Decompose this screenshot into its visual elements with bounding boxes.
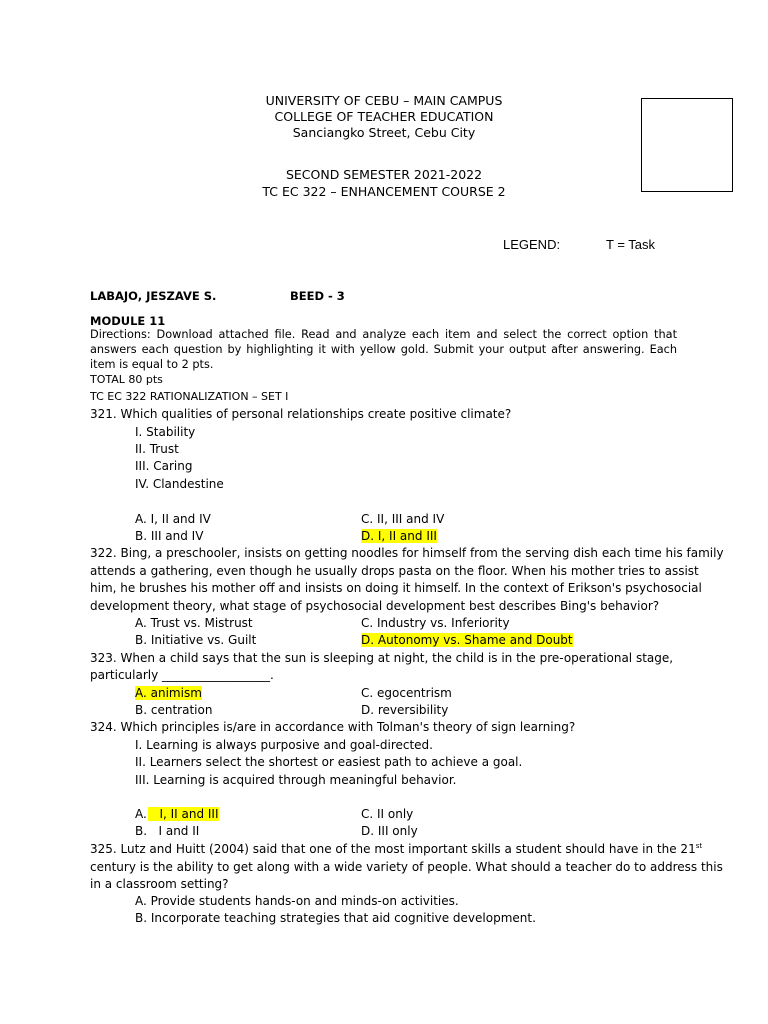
- q321-item: IV. Clandestine: [135, 477, 224, 491]
- course-title: TC EC 322 – ENHANCEMENT COURSE 2: [262, 184, 506, 199]
- q324-option-d: D. III only: [361, 824, 418, 838]
- superscript: st: [695, 842, 703, 850]
- question-322-stem: 322. Bing, a preschooler, insists on getting noodles for himself from the serving dish each time his family: [90, 546, 724, 560]
- photo-box: [641, 98, 733, 192]
- legend-label: LEGEND:: [503, 237, 561, 252]
- q322-option-b: B. Initiative vs. Guilt: [135, 633, 257, 647]
- legend-value: T = Task: [606, 237, 656, 252]
- total-points: TOTAL 80 pts: [90, 373, 163, 386]
- q324-option-c: C. II only: [361, 807, 414, 821]
- university-name: UNIVERSITY OF CEBU – MAIN CAMPUS: [265, 93, 503, 108]
- question-323-stem: particularly __________________.: [90, 668, 274, 682]
- question-323-stem: 323. When a child says that the sun is sleeping at night, the child is in the pre-operational stage,: [90, 651, 674, 665]
- question-321-stem: 321. Which qualities of personal relationships create positive climate?: [90, 407, 512, 421]
- question-322-stem: attends a gathering, even though he usually drops pasta on the floor. When his mother tries to assist: [90, 564, 699, 578]
- student-section: BEED - 3: [290, 289, 345, 303]
- q322-option-a: A. Trust vs. Mistrust: [135, 616, 253, 630]
- q321-option-c: C. II, III and IV: [361, 512, 445, 526]
- q321-option-a: A. I, II and IV: [135, 512, 211, 526]
- q323-option-d: D. reversibility: [361, 703, 449, 717]
- q322-option-d-highlighted: D. Autonomy vs. Shame and Doubt: [361, 633, 573, 647]
- q323-option-a-highlighted: A. animism: [135, 686, 202, 700]
- q321-option-d-highlighted: D. I, II and III: [361, 529, 437, 543]
- q321-item: I. Stability: [135, 425, 196, 439]
- set-title: TC EC 322 RATIONALIZATION – SET I: [90, 390, 289, 403]
- college-name: COLLEGE OF TEACHER EDUCATION: [274, 109, 494, 124]
- q325-option-b: B. Incorporate teaching strategies that aid cognitive development.: [135, 911, 536, 925]
- student-name: LABAJO, JESZAVE S.: [90, 289, 217, 303]
- q323-option-b: B. centration: [135, 703, 213, 717]
- question-325-stem: in a classroom setting?: [90, 877, 229, 891]
- q324-option-a-letter: A.: [135, 807, 147, 821]
- question-324-stem: 324. Which principles is/are in accordance with Tolman's theory of sign learning?: [90, 720, 576, 734]
- semester: SECOND SEMESTER 2021-2022: [285, 167, 483, 182]
- q322-option-c: C. Industry vs. Inferiority: [361, 616, 510, 630]
- q321-item: II. Trust: [135, 442, 179, 456]
- question-325-stem: century is the ability to get along with a wide variety of people. What should a teacher do to address this: [90, 860, 723, 874]
- q323-option-c: C. egocentrism: [361, 686, 452, 700]
- address: Sanciangko Street, Cebu City: [292, 125, 476, 140]
- q324-item: III. Learning is acquired through meaningful behavior.: [135, 773, 457, 787]
- question-322-stem: development theory, what stage of psychosocial development best describes Bing's behavior?: [90, 599, 660, 613]
- q324-item: II. Learners select the shortest or easiest path to achieve a goal.: [135, 755, 523, 769]
- q321-option-b: B. III and IV: [135, 529, 204, 543]
- q325-stem-line: 325. Lutz and Huitt (2004) said that one of the most important skills a student should have in the 21: [90, 842, 696, 856]
- module-title: MODULE 11: [90, 314, 166, 328]
- q324-option-a-highlighted: I, II and III: [148, 807, 219, 821]
- question-322-stem: him, he brushes his mother off and insists on doing it himself. In the context of Erikson's psychosocial: [90, 581, 702, 595]
- q324-item: I. Learning is always purposive and goal-directed.: [135, 738, 433, 752]
- directions: Directions: Download attached file. Read and analyze each item and select the correct option that answers each question by highlighting it with yellow gold. Submit your output after answering. Each item is equal to 2 pts.: [90, 328, 677, 371]
- question-325-stem: [90, 842, 702, 856]
- q321-item: III. Caring: [135, 459, 193, 473]
- q324-option-b: B. I and II: [135, 824, 200, 838]
- q325-option-a: A. Provide students hands-on and minds-on activities.: [135, 894, 459, 908]
